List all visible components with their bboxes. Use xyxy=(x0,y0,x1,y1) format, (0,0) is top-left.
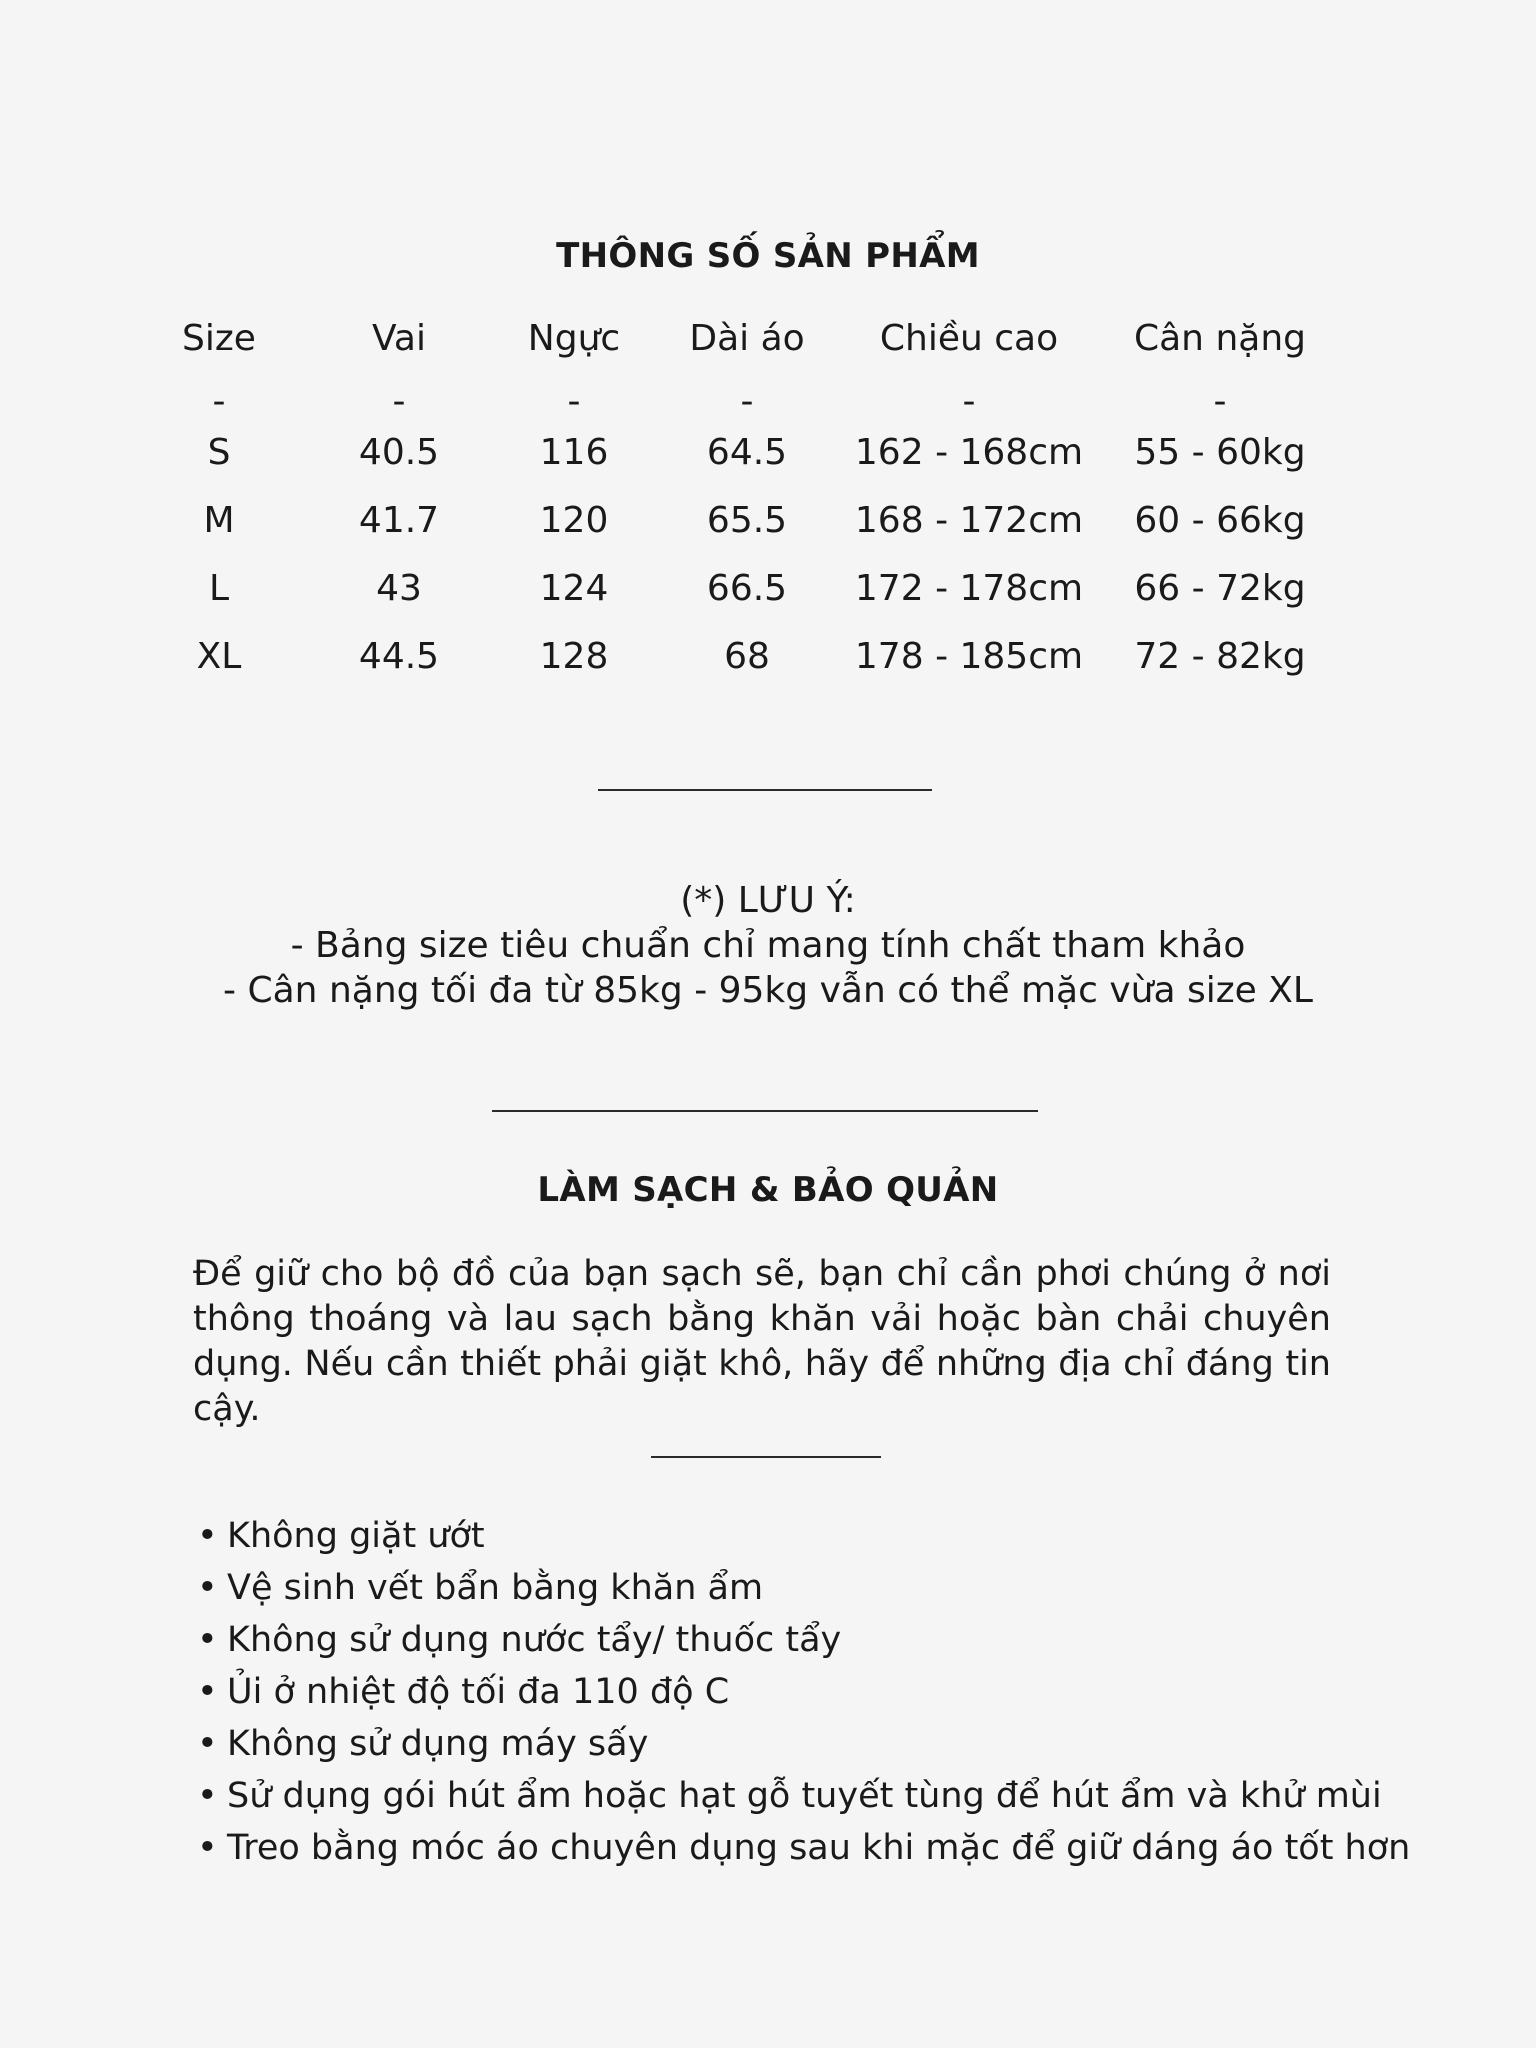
column-header: Vai xyxy=(372,318,426,359)
column-dash: - xyxy=(567,381,581,422)
list-item xyxy=(197,1510,1410,1562)
table-cell: L xyxy=(208,568,230,609)
table-cell: 66 - 72kg xyxy=(1134,568,1306,609)
bullet-icon: • xyxy=(197,1516,218,1556)
table-cell: 66.5 xyxy=(706,568,788,609)
column-header: Ngực xyxy=(527,318,621,359)
note-heading: (*) LƯU Ý: xyxy=(680,880,856,921)
note-line: - Cân nặng tối đa từ 85kg - 95kg vẫn có thể mặc vừa size XL xyxy=(223,970,1313,1011)
table-cell: 120 xyxy=(539,500,609,541)
bullet-icon: • xyxy=(197,1672,218,1712)
bullet-icon: • xyxy=(197,1776,218,1816)
table-cell: 116 xyxy=(539,432,609,473)
list-item xyxy=(197,1770,1410,1822)
column-dash: - xyxy=(962,381,976,422)
bullet-icon: • xyxy=(197,1568,218,1608)
divider xyxy=(651,1456,881,1458)
table-cell: 60 - 66kg xyxy=(1134,500,1306,541)
column-header: Size xyxy=(182,318,256,359)
table-cell: 43 xyxy=(376,568,422,609)
column-dash: - xyxy=(212,381,226,422)
column-header: Chiều cao xyxy=(879,318,1059,359)
list-item xyxy=(197,1562,1410,1614)
list-item-text: Không giặt ướt xyxy=(227,1516,485,1556)
table-cell: 41.7 xyxy=(358,500,440,541)
table-cell: S xyxy=(207,432,231,473)
table-cell: 65.5 xyxy=(706,500,788,541)
list-item xyxy=(197,1614,1410,1666)
bullet-icon: • xyxy=(197,1724,218,1764)
note-line: - Bảng size tiêu chuẩn chỉ mang tính chất tham khảo xyxy=(290,925,1246,966)
bullet-icon: • xyxy=(197,1620,218,1660)
table-cell: 128 xyxy=(539,636,609,677)
care-title: LÀM SẠCH & BẢO QUẢN xyxy=(537,1170,999,1210)
list-item xyxy=(197,1822,1410,1874)
list-item-text: Vệ sinh vết bẩn bằng khăn ẩm xyxy=(227,1568,764,1608)
list-item-text: Không sử dụng nước tẩy/ thuốc tẩy xyxy=(227,1620,842,1660)
spec-title: THÔNG SỐ SẢN PHẨM xyxy=(556,236,980,276)
table-cell: 68 xyxy=(724,636,770,677)
list-item xyxy=(197,1666,1410,1718)
list-item-text: Treo bằng móc áo chuyên dụng sau khi mặc để giữ dáng áo tốt hơn xyxy=(227,1828,1411,1868)
table-cell: 178 - 185cm xyxy=(854,636,1084,677)
list-item xyxy=(197,1718,1410,1770)
table-cell: XL xyxy=(196,636,242,677)
column-dash: - xyxy=(740,381,754,422)
column-header: Dài áo xyxy=(689,318,805,359)
column-header: Cân nặng xyxy=(1133,318,1306,359)
list-item-text: Sử dụng gói hút ẩm hoặc hạt gỗ tuyết tùng để hút ẩm và khử mùi xyxy=(227,1776,1382,1816)
table-cell: 64.5 xyxy=(706,432,788,473)
divider xyxy=(492,1110,1038,1112)
table-cell: 44.5 xyxy=(358,636,440,677)
care-list xyxy=(197,1510,1410,1874)
column-dash: - xyxy=(1213,381,1227,422)
table-cell: 168 - 172cm xyxy=(854,500,1084,541)
table-cell: 172 - 178cm xyxy=(854,568,1084,609)
divider xyxy=(598,789,932,791)
bullet-icon: • xyxy=(197,1828,218,1868)
care-paragraph: Để giữ cho bộ đồ của bạn sạch sẽ, bạn chỉ cần phơi chúng ở nơi thông thoáng và lau sạch bằng khăn vải hoặc bàn chải chuyên dụng. Nếu cần thiết phải giặt khô, hãy để những địa chỉ đáng tin cậy. xyxy=(193,1254,1331,1429)
table-cell: 124 xyxy=(539,568,609,609)
list-item-text: Không sử dụng máy sấy xyxy=(227,1724,649,1764)
table-cell: 40.5 xyxy=(358,432,440,473)
table-cell: M xyxy=(203,500,235,541)
table-cell: 162 - 168cm xyxy=(854,432,1084,473)
table-cell: 55 - 60kg xyxy=(1134,432,1306,473)
table-cell: 72 - 82kg xyxy=(1134,636,1306,677)
column-dash: - xyxy=(392,381,406,422)
list-item-text: Ủi ở nhiệt độ tối đa 110 độ C xyxy=(227,1672,730,1712)
